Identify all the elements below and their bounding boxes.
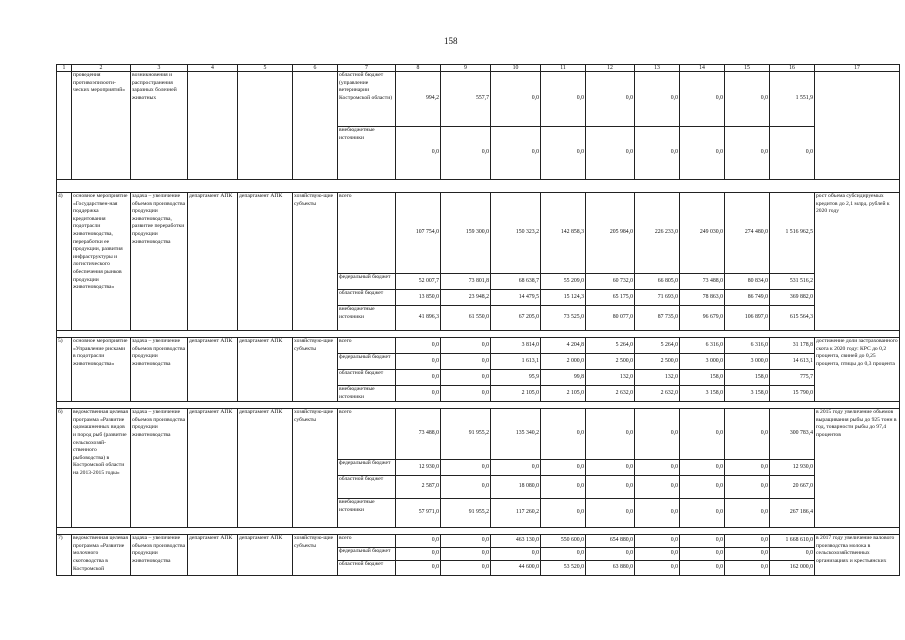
amount-cell: 23 948,2	[441, 290, 491, 306]
amount-cell: 0,0	[396, 354, 441, 370]
amount-cell: 12 930,0	[770, 460, 815, 476]
amount-cell: 96 679,0	[680, 306, 725, 331]
row-number-cell: 7)	[57, 535, 72, 576]
spacer-cell	[57, 402, 900, 409]
amount-cell: 13 850,0	[396, 290, 441, 306]
amount-cell: 0,0	[441, 370, 491, 386]
funding-source-cell: внебюджетные источники	[338, 386, 396, 402]
spacer-cell	[57, 180, 900, 193]
amount-cell: 0,0	[396, 535, 441, 548]
row-number-cell	[57, 72, 72, 180]
amount-cell: 78 863,0	[680, 290, 725, 306]
funding-source-cell: областной бюджет	[338, 290, 396, 306]
amount-cell: 0,0	[441, 476, 491, 499]
amount-cell: 205 984,0	[586, 193, 635, 274]
activity-name-cell: основное мероприятие «Управление рисками в подотрасли животноводства»	[72, 338, 131, 402]
amount-cell: 2 632,0	[635, 386, 680, 402]
amount-cell: 6 316,0	[725, 338, 770, 354]
amount-cell: 15 124,3	[541, 290, 586, 306]
amount-cell: 0,0	[396, 338, 441, 354]
amount-cell: 0,0	[680, 548, 725, 561]
participant-cell: хозяйствую-щие субъекты	[293, 409, 338, 528]
amount-cell: 159 300,0	[441, 193, 491, 274]
amount-cell: 158,0	[725, 370, 770, 386]
amount-cell: 531 516,2	[770, 274, 815, 290]
column-header: 9	[441, 65, 491, 72]
amount-cell: 0,0	[441, 535, 491, 548]
amount-cell: 0,0	[725, 460, 770, 476]
executor-cell: департамент АПК	[238, 409, 293, 528]
row-number-cell: 4)	[57, 193, 72, 331]
executor-cell	[238, 72, 293, 180]
result-cell	[815, 72, 900, 180]
amount-cell: 0,0	[635, 535, 680, 548]
funding-source-cell: всего	[338, 409, 396, 460]
participant-cell	[293, 72, 338, 180]
amount-cell: 0,0	[586, 409, 635, 460]
amount-cell: 0,0	[725, 409, 770, 460]
amount-cell: 14 613,1	[770, 354, 815, 370]
table-spacer-row	[57, 402, 900, 409]
amount-cell: 0,0	[441, 338, 491, 354]
table-spacer-row	[57, 331, 900, 338]
amount-cell: 2 587,0	[396, 476, 441, 499]
amount-cell: 3 000,0	[725, 354, 770, 370]
amount-cell: 0,0	[725, 535, 770, 548]
column-header: 13	[635, 65, 680, 72]
amount-cell: 0,0	[396, 561, 441, 576]
amount-cell: 0,0	[491, 127, 541, 180]
funding-source-cell: областной бюджет	[338, 370, 396, 386]
amount-cell: 0,0	[586, 127, 635, 180]
amount-cell: 63 880,0	[586, 561, 635, 576]
amount-cell: 0,0	[680, 72, 725, 127]
amount-cell: 65 175,0	[586, 290, 635, 306]
task-cell: задача – увеличение объемов производства продукции животноводства	[131, 338, 188, 402]
amount-cell: 2 632,0	[586, 386, 635, 402]
amount-cell: 53 520,0	[541, 561, 586, 576]
amount-cell: 0,0	[725, 548, 770, 561]
amount-cell: 61 550,0	[441, 306, 491, 331]
amount-cell: 0,0	[541, 409, 586, 460]
amount-cell: 0,0	[725, 72, 770, 127]
table-row	[57, 72, 900, 127]
participant-cell: хозяйствую-щие субъекты	[293, 338, 338, 402]
executor-cell: департамент АПК	[238, 535, 293, 576]
amount-cell: 5 264,0	[635, 338, 680, 354]
funding-source-cell: всего	[338, 193, 396, 274]
funding-source-cell: областной бюджет	[338, 476, 396, 499]
amount-cell: 226 233,0	[635, 193, 680, 274]
amount-cell: 6 316,0	[680, 338, 725, 354]
funding-source-cell: федеральный бюджет	[338, 548, 396, 561]
amount-cell: 1 516 962,5	[770, 193, 815, 274]
amount-cell: 1 613,1	[491, 354, 541, 370]
amount-cell: 44 600,0	[491, 561, 541, 576]
table-row	[57, 535, 900, 548]
amount-cell: 0,0	[635, 72, 680, 127]
amount-cell: 463 130,0	[491, 535, 541, 548]
amount-cell: 0,0	[680, 561, 725, 576]
amount-cell: 557,7	[441, 72, 491, 127]
result-cell: рост объема субсидируемых кредитов до 2,1 млрд. рублей к 2020 году	[815, 193, 900, 331]
amount-cell: 0,0	[396, 386, 441, 402]
amount-cell: 0,0	[635, 127, 680, 180]
funding-source-cell: федеральный бюджет	[338, 354, 396, 370]
funding-source-cell: федеральный бюджет	[338, 460, 396, 476]
amount-cell: 86 749,0	[725, 290, 770, 306]
amount-cell: 142 858,3	[541, 193, 586, 274]
column-header: 7	[338, 65, 396, 72]
program-table	[56, 64, 900, 576]
column-header: 16	[770, 65, 815, 72]
amount-cell: 52 007,7	[396, 274, 441, 290]
amount-cell: 80 834,0	[725, 274, 770, 290]
amount-cell: 80 077,0	[586, 306, 635, 331]
amount-cell: 0,0	[491, 460, 541, 476]
task-cell: возникновения и распространения заразных болезней животных	[131, 72, 188, 180]
amount-cell: 0,0	[680, 409, 725, 460]
column-header: 8	[396, 65, 441, 72]
amount-cell: 0,0	[680, 499, 725, 528]
amount-cell: 91 955,2	[441, 499, 491, 528]
coordinator-cell: департамент АПК	[188, 193, 238, 331]
row-number-cell: 6)	[57, 409, 72, 528]
table-body	[57, 65, 900, 576]
table-row	[57, 193, 900, 274]
funding-source-cell: областной бюджет (управление ветеринарии Костромской области)	[338, 72, 396, 127]
amount-cell: 3 158,0	[725, 386, 770, 402]
amount-cell: 12 930,0	[396, 460, 441, 476]
funding-source-cell: внебюджетные источники	[338, 306, 396, 331]
amount-cell: 73 525,0	[541, 306, 586, 331]
amount-cell: 20 667,0	[770, 476, 815, 499]
amount-cell: 994,2	[396, 72, 441, 127]
task-cell: задача – увеличение объемов производства продукции животноводства, развитие переработки продукции животноводства	[131, 193, 188, 331]
amount-cell: 0,0	[770, 127, 815, 180]
amount-cell: 117 260,2	[491, 499, 541, 528]
amount-cell: 5 264,0	[586, 338, 635, 354]
amount-cell: 274 480,0	[725, 193, 770, 274]
amount-cell: 0,0	[635, 409, 680, 460]
amount-cell: 0,0	[541, 460, 586, 476]
amount-cell: 3 814,0	[491, 338, 541, 354]
activity-name-cell: проведения противоэпизооти-ческих мероприятий»	[72, 72, 131, 180]
amount-cell: 0,0	[635, 548, 680, 561]
amount-cell: 0,0	[586, 476, 635, 499]
funding-source-cell: внебюджетные источники	[338, 127, 396, 180]
amount-cell: 73 801,8	[441, 274, 491, 290]
amount-cell: 0,0	[586, 548, 635, 561]
amount-cell: 0,0	[441, 127, 491, 180]
column-header: 6	[293, 65, 338, 72]
amount-cell: 132,0	[635, 370, 680, 386]
amount-cell: 3 158,0	[680, 386, 725, 402]
amount-cell: 0,0	[725, 127, 770, 180]
result-cell: в 2017 году увеличение валового производства молока в сельскохозяйственных организациях и крестьянских	[815, 535, 900, 576]
coordinator-cell	[188, 72, 238, 180]
amount-cell: 1 668 610,0	[770, 535, 815, 548]
amount-cell: 1 551,9	[770, 72, 815, 127]
amount-cell: 0,0	[541, 499, 586, 528]
amount-cell: 775,7	[770, 370, 815, 386]
column-header: 4	[188, 65, 238, 72]
amount-cell: 0,0	[725, 561, 770, 576]
amount-cell: 0,0	[586, 499, 635, 528]
amount-cell: 249 030,0	[680, 193, 725, 274]
amount-cell: 158,0	[680, 370, 725, 386]
amount-cell: 41 896,3	[396, 306, 441, 331]
amount-cell: 3 000,0	[680, 354, 725, 370]
amount-cell: 71 693,0	[635, 290, 680, 306]
amount-cell: 2 105,0	[541, 386, 586, 402]
amount-cell: 0,0	[396, 370, 441, 386]
funding-source-cell: всего	[338, 338, 396, 354]
amount-cell: 4 204,8	[541, 338, 586, 354]
amount-cell: 2 500,0	[635, 354, 680, 370]
amount-cell: 0,0	[635, 499, 680, 528]
amount-cell: 0,0	[680, 535, 725, 548]
amount-cell: 0,0	[680, 460, 725, 476]
coordinator-cell: департамент АПК	[188, 338, 238, 402]
amount-cell: 14 479,5	[491, 290, 541, 306]
participant-cell: хозяйствую-щие субъекты	[293, 535, 338, 576]
executor-cell: департамент АПК	[238, 338, 293, 402]
table-row	[57, 409, 900, 460]
amount-cell: 0,0	[725, 499, 770, 528]
amount-cell: 0,0	[541, 476, 586, 499]
table-row	[57, 338, 900, 354]
column-header: 15	[725, 65, 770, 72]
amount-cell: 0,0	[396, 548, 441, 561]
amount-cell: 0,0	[586, 460, 635, 476]
coordinator-cell: департамент АПК	[188, 409, 238, 528]
amount-cell: 0,0	[541, 548, 586, 561]
column-header: 14	[680, 65, 725, 72]
amount-cell: 91 955,2	[441, 409, 491, 460]
amount-cell: 0,0	[635, 460, 680, 476]
column-header: 5	[238, 65, 293, 72]
amount-cell: 0,0	[541, 72, 586, 127]
amount-cell: 68 638,7	[491, 274, 541, 290]
amount-cell: 0,0	[770, 548, 815, 561]
funding-source-cell: областной бюджет	[338, 561, 396, 576]
page-number: 158	[444, 36, 458, 46]
table-spacer-row	[57, 180, 900, 193]
amount-cell: 15 790,0	[770, 386, 815, 402]
amount-cell: 0,0	[680, 476, 725, 499]
amount-cell: 0,0	[635, 561, 680, 576]
activity-name-cell: ведомственная целевая программа «Развитие одомашненных видов и пород рыб (развитие сельскохозяй-ственного рыбоводства) в Костромской области на 2013-2015 годы»	[72, 409, 131, 528]
amount-cell: 0,0	[491, 548, 541, 561]
amount-cell: 0,0	[725, 476, 770, 499]
activity-name-cell: ведомственная целевая программа «Развитие молочного скотоводства в Костромской	[72, 535, 131, 576]
table-spacer-row	[57, 528, 900, 535]
amount-cell: 55 209,0	[541, 274, 586, 290]
row-number-cell: 5)	[57, 338, 72, 402]
amount-cell: 0,0	[441, 354, 491, 370]
executor-cell: департамент АПК	[238, 193, 293, 331]
column-header: 1	[57, 65, 72, 72]
column-header: 10	[491, 65, 541, 72]
amount-cell: 107 754,0	[396, 193, 441, 274]
column-header: 12	[586, 65, 635, 72]
amount-cell: 0,0	[441, 386, 491, 402]
spacer-cell	[57, 331, 900, 338]
amount-cell: 95,9	[491, 370, 541, 386]
amount-cell: 67 205,0	[491, 306, 541, 331]
amount-cell: 87 735,0	[635, 306, 680, 331]
result-cell: достижение доли застрахованного скота к 2020 году: КРС до 0,2 процента, свиней до 0,25 процента, птицы до 0,3 процента	[815, 338, 900, 402]
amount-cell: 0,0	[441, 460, 491, 476]
amount-cell: 0,0	[441, 548, 491, 561]
amount-cell: 162 000,0	[770, 561, 815, 576]
funding-source-cell: внебюджетные источники	[338, 499, 396, 528]
column-header: 2	[72, 65, 131, 72]
amount-cell: 99,8	[541, 370, 586, 386]
spacer-cell	[57, 528, 900, 535]
amount-cell: 18 080,0	[491, 476, 541, 499]
funding-source-cell: всего	[338, 535, 396, 548]
task-cell: задача – увеличение объемов производства продукции животноводства	[131, 409, 188, 528]
column-header: 3	[131, 65, 188, 72]
amount-cell: 66 805,0	[635, 274, 680, 290]
amount-cell: 0,0	[541, 127, 586, 180]
header-row	[57, 65, 900, 72]
task-cell: задача – увеличение объемов производства продукции животноводства	[131, 535, 188, 576]
amount-cell: 369 882,0	[770, 290, 815, 306]
amount-cell: 135 340,2	[491, 409, 541, 460]
column-header: 17	[815, 65, 900, 72]
amount-cell: 0,0	[441, 561, 491, 576]
amount-cell: 31 178,8	[770, 338, 815, 354]
amount-cell: 106 897,0	[725, 306, 770, 331]
amount-cell: 2 000,0	[541, 354, 586, 370]
funding-source-cell: федеральный бюджет	[338, 274, 396, 290]
amount-cell: 300 783,4	[770, 409, 815, 460]
amount-cell: 0,0	[396, 127, 441, 180]
result-cell: в 2015 году увеличение объемов выращивания рыбы до 925 тонн в год, товарности рыбы до 97,4 процентов	[815, 409, 900, 528]
amount-cell: 267 186,4	[770, 499, 815, 528]
amount-cell: 654 880,0	[586, 535, 635, 548]
column-header: 11	[541, 65, 586, 72]
participant-cell: хозяйствую-щие субъекты	[293, 193, 338, 331]
amount-cell: 2 105,0	[491, 386, 541, 402]
amount-cell: 0,0	[635, 476, 680, 499]
amount-cell: 0,0	[586, 72, 635, 127]
amount-cell: 550 600,0	[541, 535, 586, 548]
amount-cell: 2 500,0	[586, 354, 635, 370]
amount-cell: 57 971,0	[396, 499, 441, 528]
amount-cell: 73 488,0	[396, 409, 441, 460]
activity-name-cell: основное мероприятие «Государствен-ная поддержка кредитования подотрасли животноводства, переработки ее продукции, развития инфраструктуры и логистического обеспечения рынков продукции животноводства»	[72, 193, 131, 331]
coordinator-cell: департамент АПК	[188, 535, 238, 576]
amount-cell: 73 488,0	[680, 274, 725, 290]
amount-cell: 150 323,2	[491, 193, 541, 274]
amount-cell: 0,0	[680, 127, 725, 180]
amount-cell: 132,0	[586, 370, 635, 386]
amount-cell: 0,0	[491, 72, 541, 127]
amount-cell: 60 732,0	[586, 274, 635, 290]
amount-cell: 615 564,3	[770, 306, 815, 331]
